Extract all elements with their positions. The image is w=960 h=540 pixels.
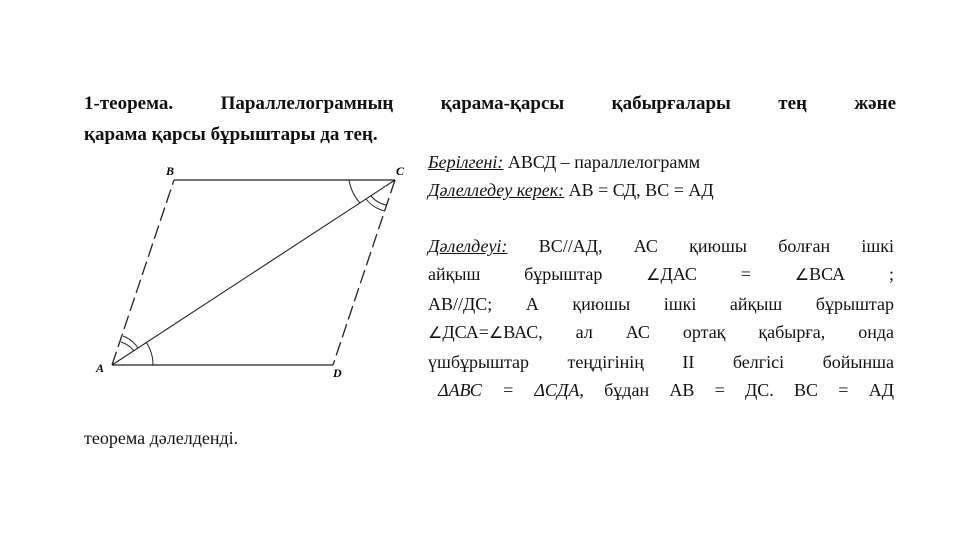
- to-prove-row: [428, 176, 894, 204]
- proof-line-4: [428, 318, 894, 348]
- angle-arc-a-outer: [146, 342, 153, 365]
- proof-line-2-c: ВСА ;: [809, 264, 895, 284]
- theorem-line-2: қарама қарсы бұрыштары да тең.: [84, 124, 378, 145]
- proof-line-4-a: ДСА=: [442, 322, 489, 342]
- proof-line-2-a: айқыш бұрыштар: [428, 264, 603, 284]
- given-text: АВСД – параллелограмм: [503, 152, 701, 172]
- triangle-congruence: ΔАВС = ΔСДА: [438, 380, 580, 400]
- angle-arc-a-inner1: [123, 336, 138, 348]
- conclusion-text: теорема дәлелденді.: [84, 428, 239, 448]
- vertex-label-d: D: [333, 366, 342, 380]
- theorem-statement: [84, 88, 896, 150]
- given-label: Берілгені:: [428, 152, 504, 172]
- side-ab: [112, 180, 174, 365]
- theorem-line-1: 1-теорема. Параллелограмның қарама-қарсы қабырғалары тең және: [84, 93, 896, 114]
- proof-line-6-text: , бұдан АВ = ДС. ВС = АД: [579, 380, 894, 400]
- vertex-label-c: C: [396, 164, 405, 178]
- side-cd: [333, 180, 395, 365]
- spacer: [428, 204, 894, 232]
- angle-arc-c-outer: [349, 180, 360, 203]
- proof-block: [428, 148, 894, 404]
- vertex-label-a: A: [96, 361, 105, 375]
- to-prove-text: АВ = СД, ВС = АД: [564, 180, 714, 200]
- angle-icon: ∠: [794, 267, 810, 284]
- given-row: [428, 148, 894, 176]
- angle-arc-c-inner2: [371, 196, 386, 205]
- angle-arc-a-inner2: [121, 342, 134, 351]
- proof-line-3: АВ//ДС; А қиюшы ішкі айқыш бұрыштар: [428, 294, 894, 314]
- parallelogram-figure: [90, 158, 420, 388]
- proof-line-5: үшбұрыштар теңдігінің ІІ белгісі бойынша: [428, 352, 894, 372]
- diagonal-ac: [112, 180, 395, 365]
- vertex-label-b: B: [166, 164, 175, 178]
- proof-line-1: [428, 232, 894, 260]
- to-prove-label: Дәлелледеу керек:: [428, 180, 565, 200]
- angle-icon: ∠: [428, 325, 443, 342]
- proof-line-6: [428, 376, 894, 404]
- parallelogram-diagram: [90, 158, 420, 388]
- proof-line-4-b: ВАС, ал АС ортақ қабырға, онда: [503, 322, 894, 342]
- proof-label: Дәлелдеуі:: [428, 236, 508, 256]
- angle-icon: ∠: [646, 267, 661, 284]
- proof-line-1-text: ВС//АД, АС қиюшы болған ішкі: [507, 236, 894, 256]
- proof-line-2: [428, 260, 894, 290]
- proof-line-2-b: ДАС =: [660, 264, 751, 284]
- angle-icon: ∠: [488, 325, 504, 342]
